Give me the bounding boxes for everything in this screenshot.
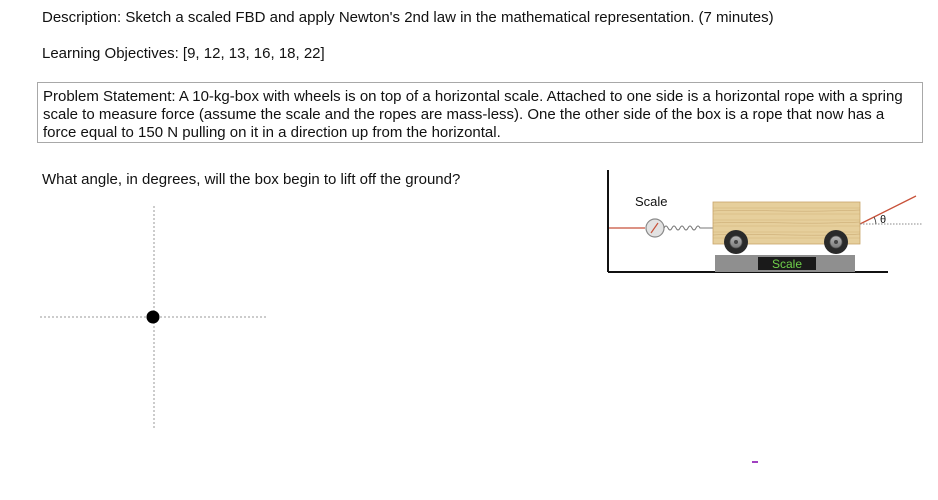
description-line [42,9,774,26]
spring-scale-dial-icon [646,219,664,237]
right-wheel-icon [824,230,848,254]
problem-statement-box [37,82,923,143]
learning-objectives-line [42,45,325,62]
fbd-sketch-area[interactable] [30,200,280,435]
angle-label: θ [880,214,887,226]
description-label: Description: [42,9,122,26]
objectives-text: [9, 12, 13, 16, 18, 22] [182,45,325,62]
spring-scale-label: Scale [635,194,668,209]
question-text: What angle, in degrees, will the box begin to lift off the ground? [42,171,461,188]
angle-arc [874,217,876,224]
platform-scale [715,255,855,272]
fbd-center-dot[interactable] [147,311,160,324]
scenario-diagram [600,160,930,280]
angled-rope [860,196,916,224]
description-text: Sketch a scaled FBD and apply Newton's 2nd law in the mathematical representation. (7 minutes) [125,9,774,26]
problem-label: Problem Statement: [43,88,176,105]
left-wheel-icon [724,230,748,254]
spring-coil-icon [664,226,708,230]
objectives-label: Learning Objectives: [42,45,179,62]
stray-mark [752,461,758,463]
problem-text: A 10-kg-box with wheels is on top of a horizontal scale. Attached to one side is a horizontal rope with a spring scale to measure force (assume the scale and the ropes are mass-less). One the other side of the box is a rope that now has a force equal to 150 N pulling on it in a direction up from the horizontal. [43,88,903,141]
platform-scale-label: Scale [771,257,803,271]
